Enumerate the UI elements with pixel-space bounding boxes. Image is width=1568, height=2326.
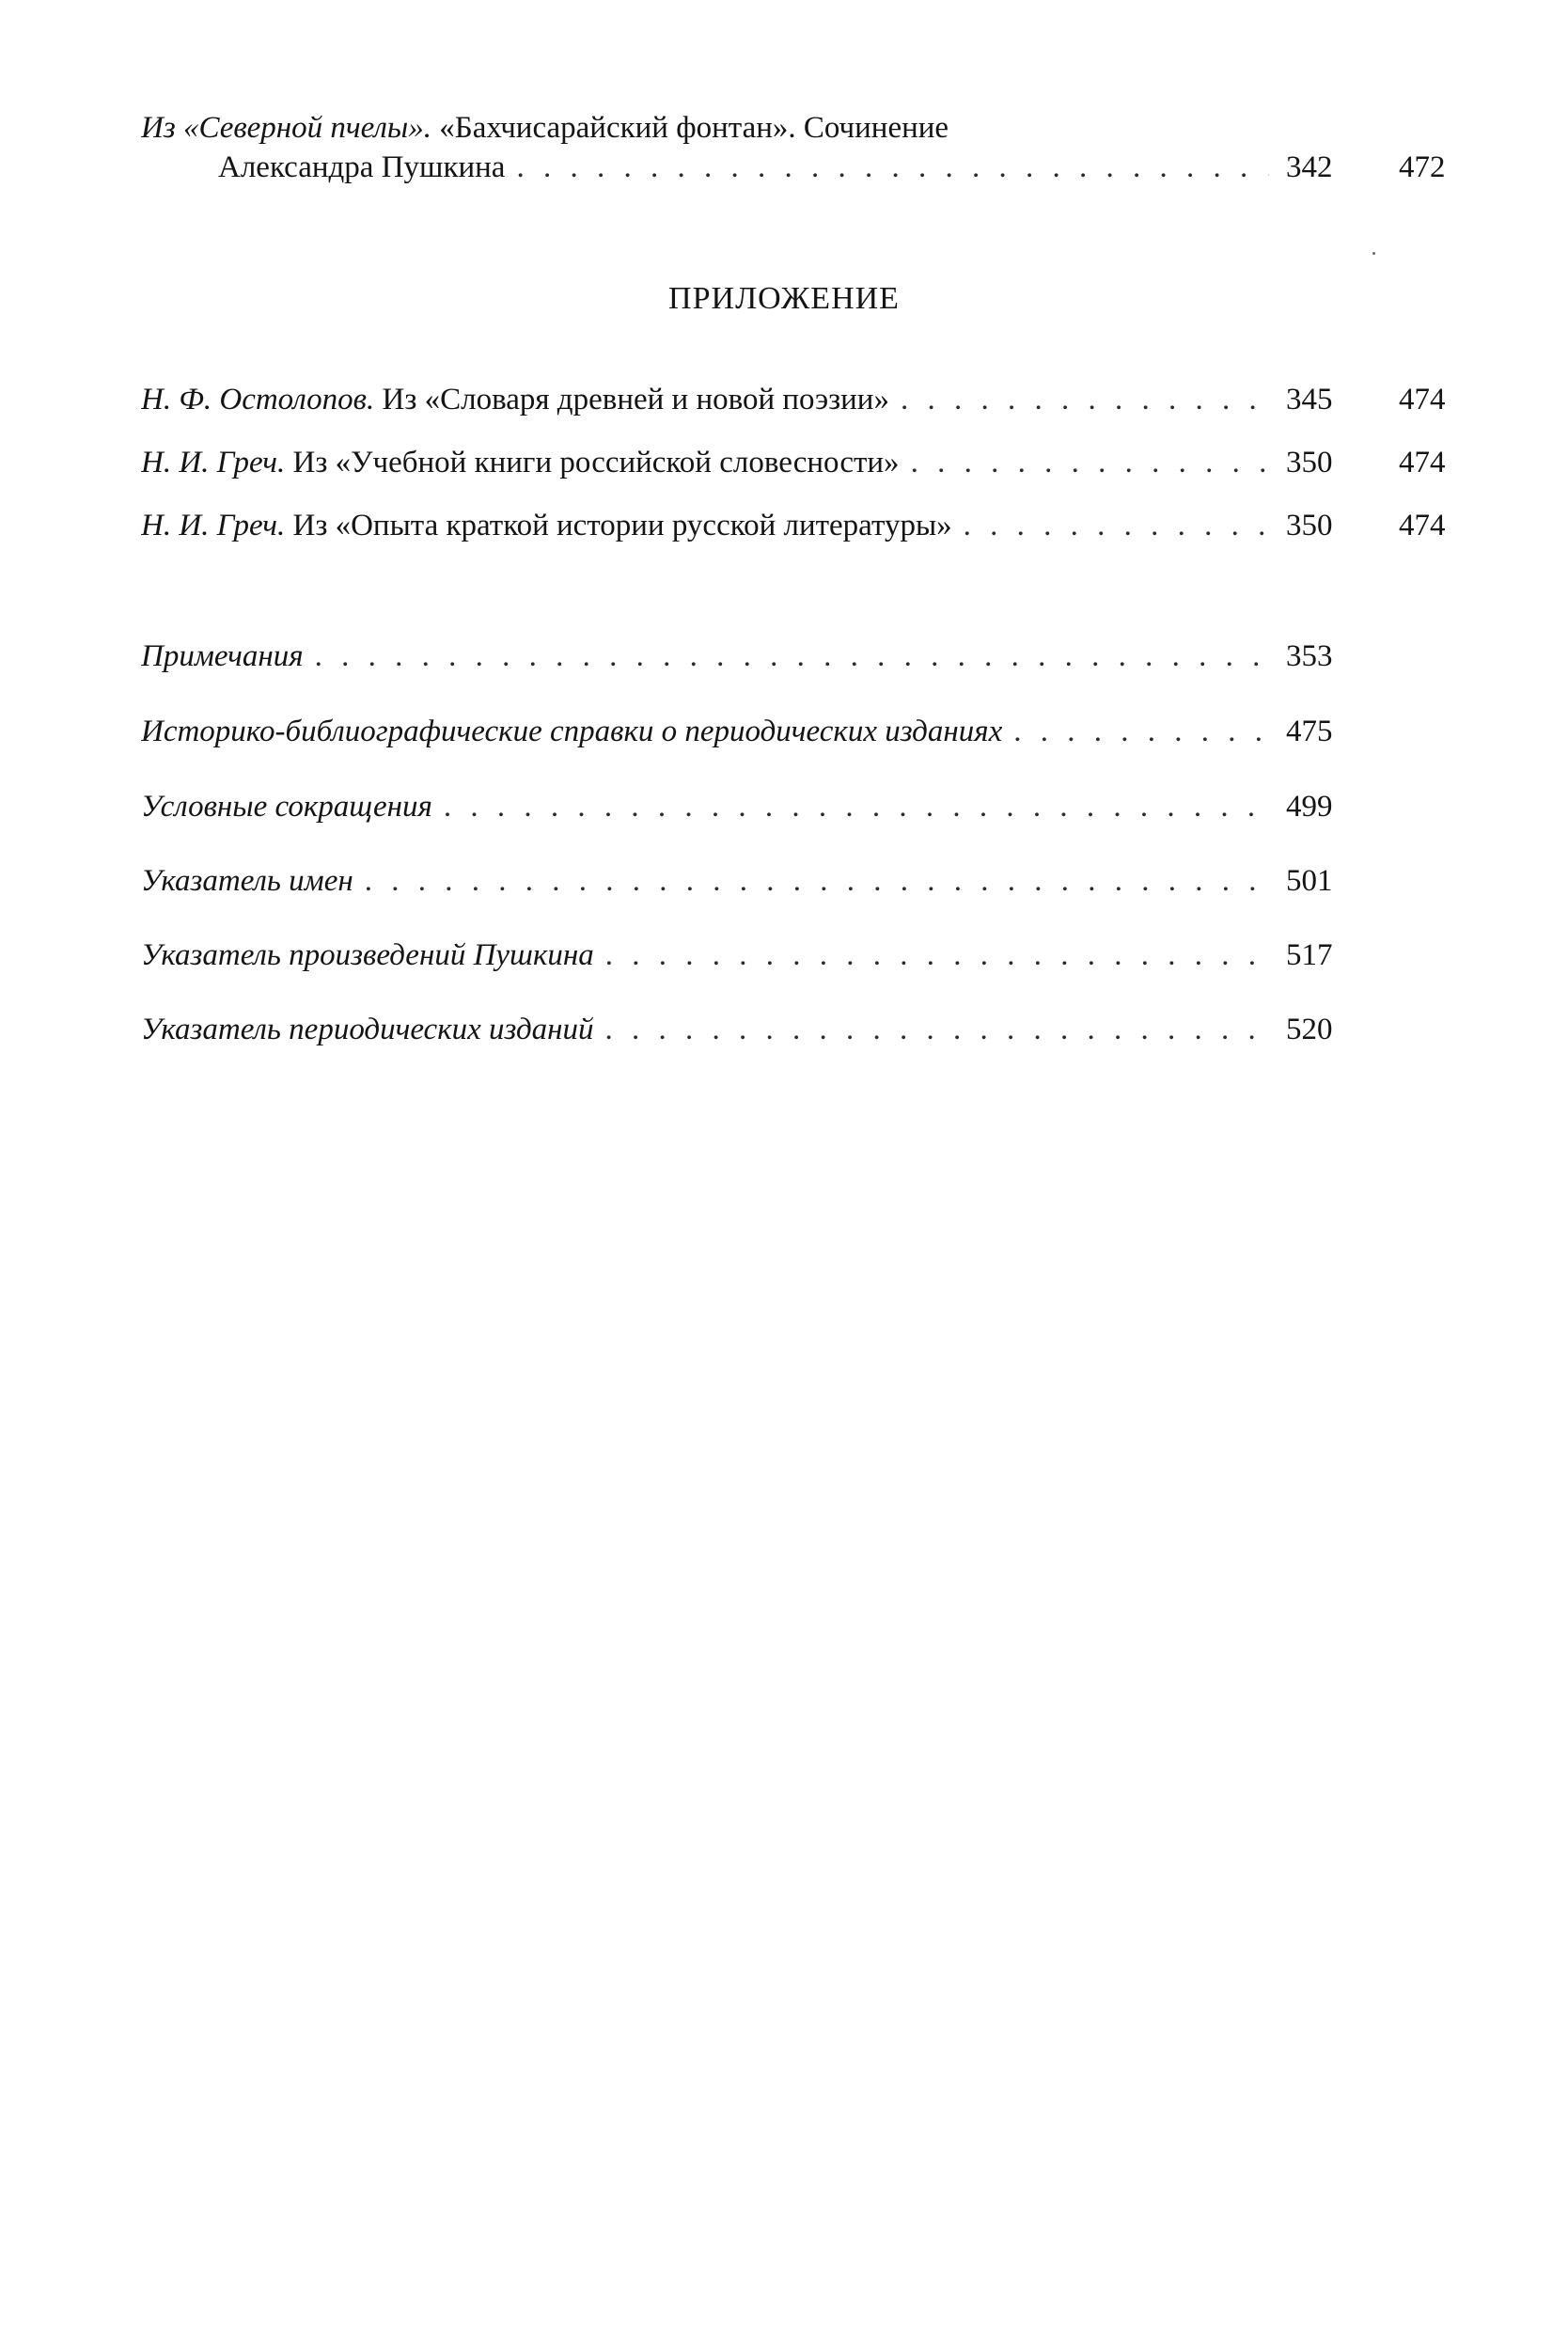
back-matter-entry (141, 710, 1448, 753)
entry-title: Историко-библиографические справки о периодических изданиях (141, 715, 1003, 748)
page-number: 342 (1286, 150, 1333, 184)
dot-leader (516, 146, 1269, 189)
back-matter-entry (141, 785, 1448, 828)
entry-title: Условные сокращения (141, 790, 432, 824)
entry-author: Н. И. Греч. (141, 509, 286, 542)
toc-entry-line2 (141, 146, 1448, 189)
page-number: 475 (1286, 715, 1333, 748)
print-speck (1372, 252, 1375, 255)
page-number: 499 (1286, 790, 1333, 824)
back-matter-entry (141, 934, 1448, 977)
page-number: 353 (1286, 639, 1333, 673)
entry-author: Н. Ф. Остолопов. (141, 383, 375, 416)
appendix-entry (141, 378, 1448, 421)
dot-leader (901, 378, 1269, 421)
dot-leader (911, 441, 1269, 484)
entry-title: Указатель произведений Пушкина (141, 938, 594, 972)
note-page-number: 474 (1399, 509, 1446, 542)
page-number: 345 (1286, 383, 1333, 416)
entry-title: «Бахчисарайский фонтан». Сочинение (431, 111, 949, 145)
dot-leader (1013, 710, 1269, 753)
entry-title-continued: Александра Пушкина (218, 150, 506, 184)
dot-leader (444, 785, 1269, 828)
entry-author: Н. И. Греч. (141, 446, 286, 479)
entry-source-italic: Из «Северной пчелы». (141, 111, 431, 145)
back-matter-entry (141, 1008, 1448, 1051)
page-number: 517 (1286, 938, 1333, 972)
back-matter-entry (141, 635, 1448, 678)
entry-title: Из «Опыта краткой истории русской литературы» (285, 509, 952, 542)
note-page-number: 474 (1399, 446, 1446, 479)
note-page-number: 472 (1399, 150, 1446, 184)
entry-title: Из «Учебной книги российской словесности» (285, 446, 900, 479)
toc-entry-line1 (141, 106, 1448, 149)
page-number: 350 (1286, 446, 1333, 479)
note-page-number: 474 (1399, 383, 1446, 416)
dot-leader (605, 1008, 1269, 1051)
section-heading-appendix: ПРИЛОЖЕНИЕ (668, 281, 900, 316)
page-number: 520 (1286, 1013, 1333, 1046)
appendix-entry (141, 441, 1448, 484)
entry-title: Из «Словаря древней и новой поэзии» (374, 383, 889, 416)
dot-leader (605, 934, 1269, 977)
back-matter-entry (141, 859, 1448, 903)
appendix-entry (141, 504, 1448, 547)
entry-title: Указатель имен (141, 864, 353, 898)
entry-title: Указатель периодических изданий (141, 1013, 594, 1046)
dot-leader (315, 635, 1269, 678)
dot-leader (365, 859, 1269, 903)
entry-title: Примечания (141, 639, 304, 673)
page-number: 350 (1286, 509, 1333, 542)
page-number: 501 (1286, 864, 1333, 898)
dot-leader (964, 504, 1269, 547)
